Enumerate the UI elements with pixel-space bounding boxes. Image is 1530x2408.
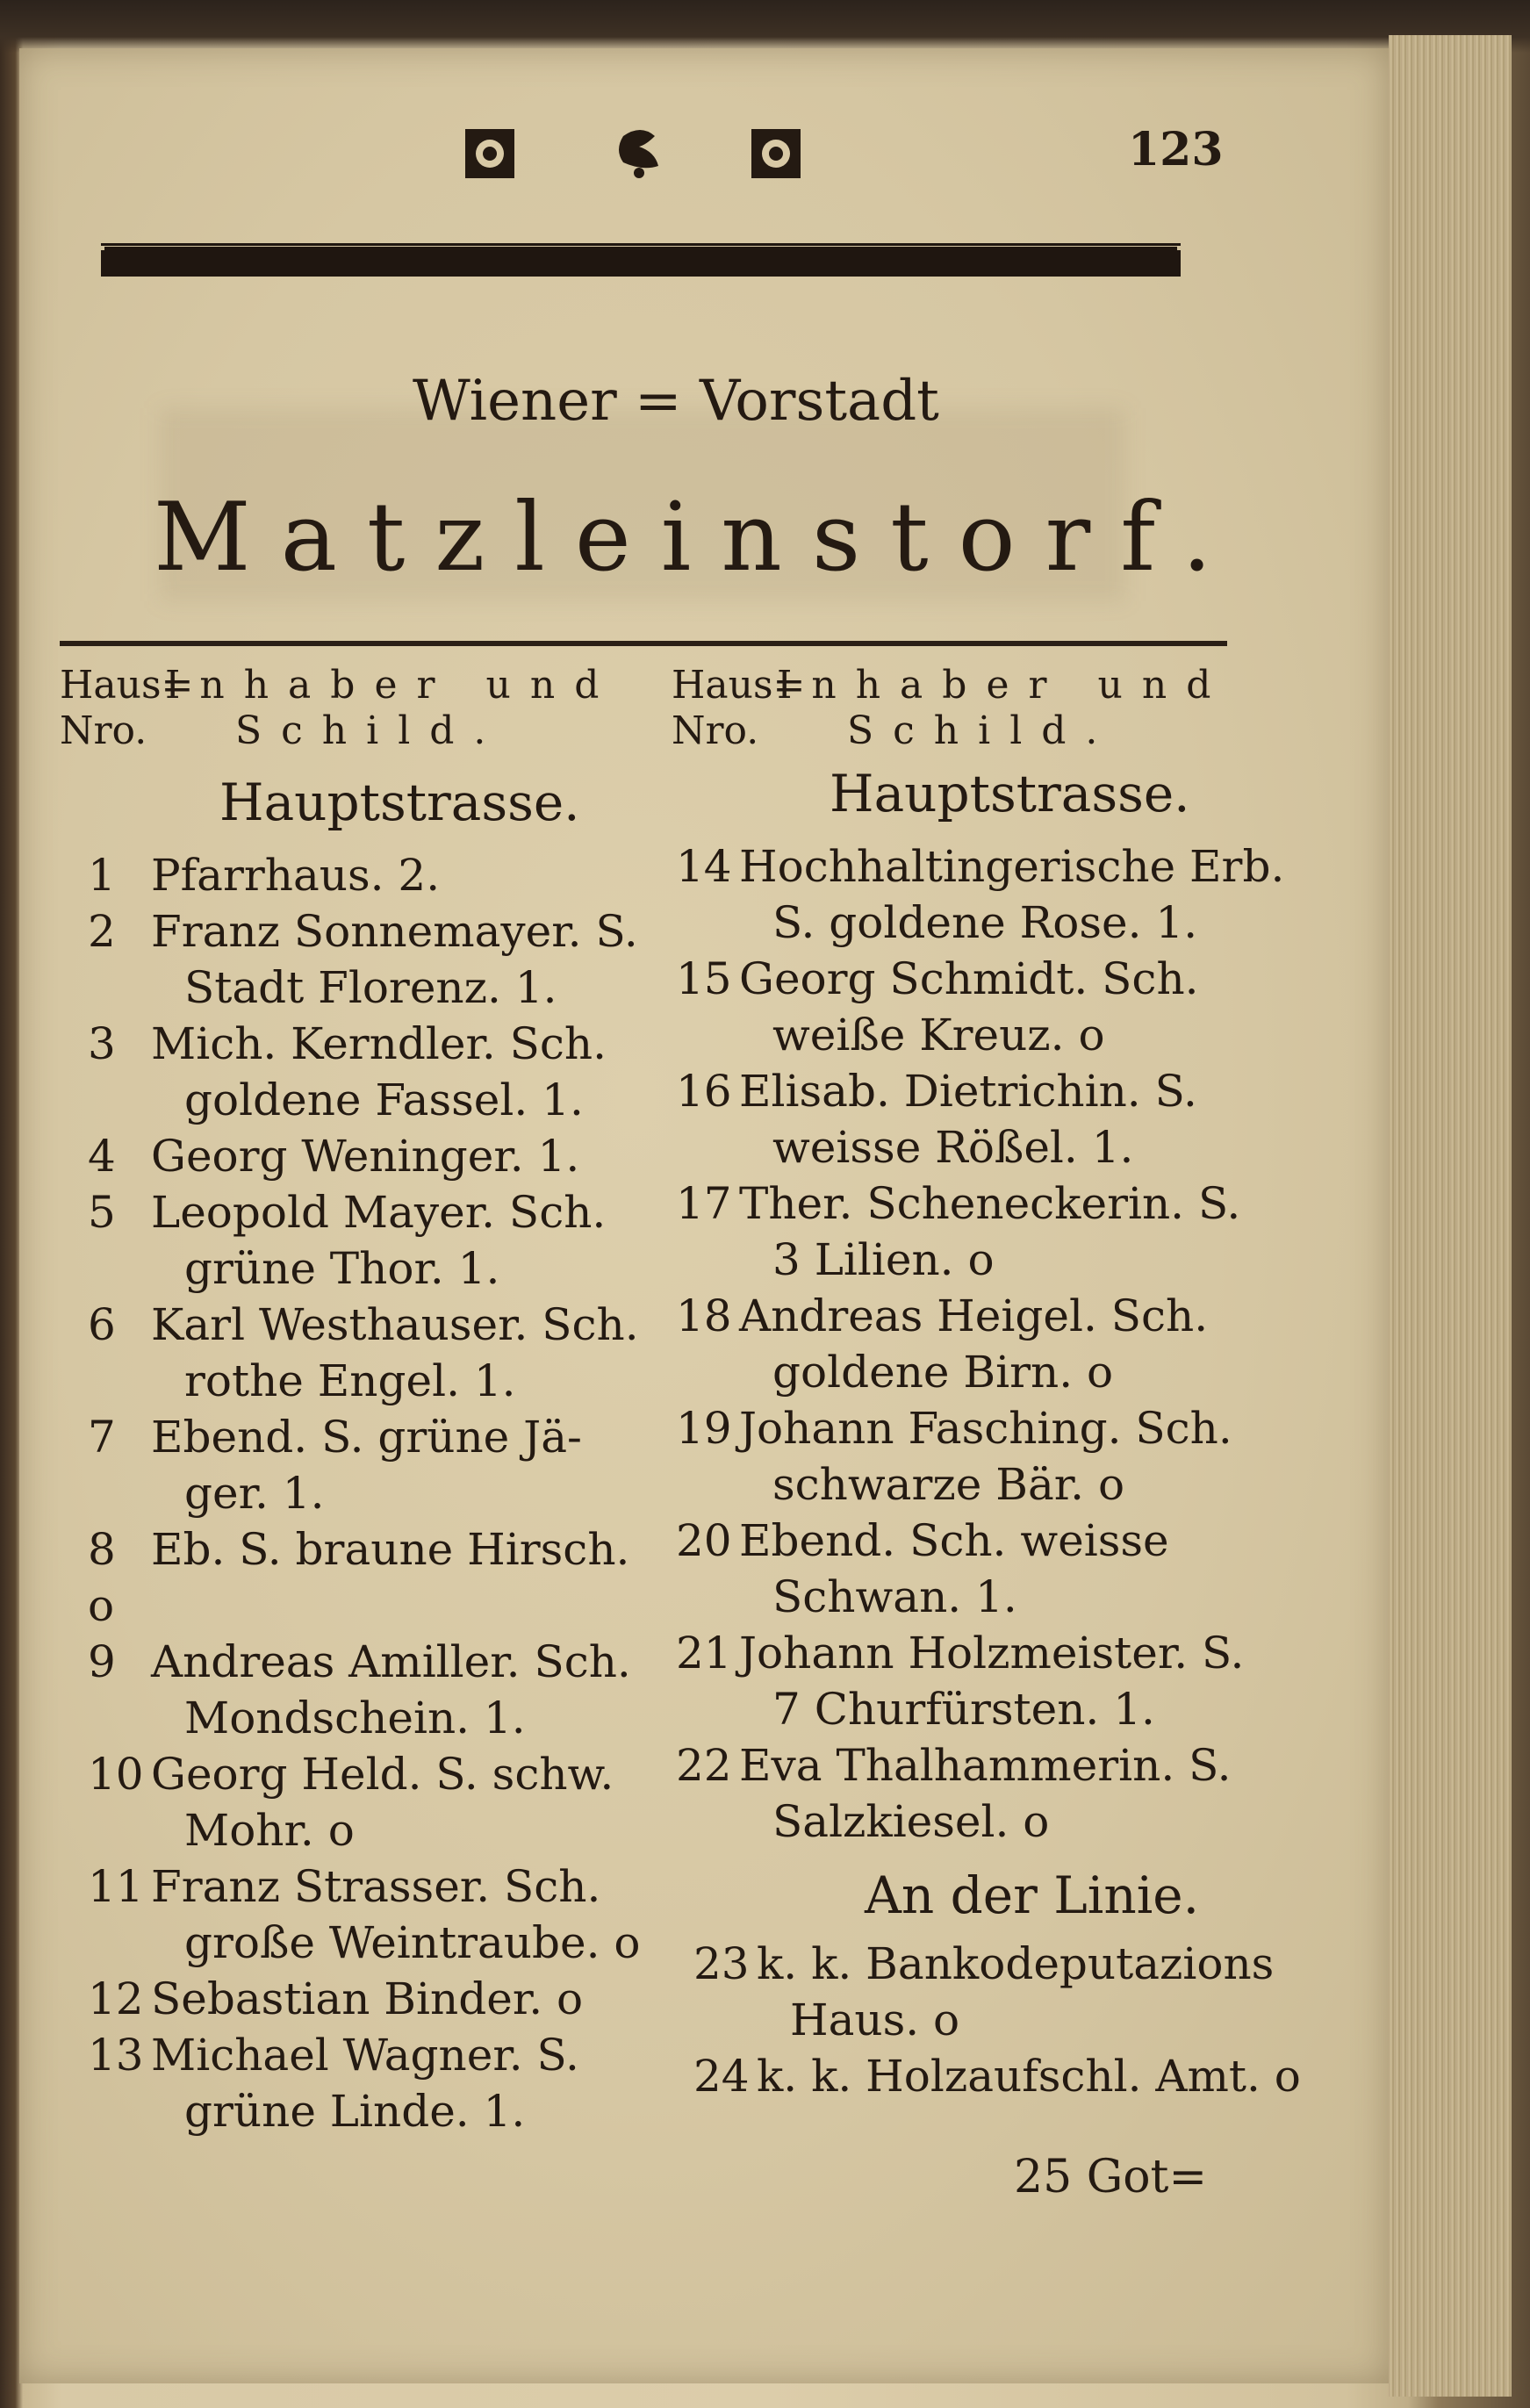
entry-text: Stadt Florenz. 1.	[184, 962, 557, 1013]
house-number: 16	[676, 1066, 732, 1117]
entry-text: weisse Rößel. 1.	[772, 1122, 1134, 1173]
entry-text: Karl Westhauser. Sch.	[151, 1299, 639, 1350]
house-number: 19	[676, 1403, 732, 1454]
house-number: 2	[88, 906, 116, 957]
entry-line	[88, 960, 667, 1016]
house-number: 6	[88, 1299, 116, 1350]
entry-text: S. goldene Rose. 1.	[772, 897, 1198, 948]
entry-text: große Weintraube. o	[184, 1917, 641, 1968]
house-number: 8	[88, 1524, 116, 1575]
inhaber-label: Inhaber und	[165, 663, 619, 708]
entry-text: Franz Sonnemayer. S.	[151, 906, 638, 957]
entry-text: Franz Strasser. Sch.	[151, 1861, 601, 1912]
entry-text: Mich. Kerndler. Sch.	[151, 1018, 607, 1069]
house-number: 9	[88, 1636, 116, 1687]
house-number: 1	[88, 850, 116, 901]
column-header-right	[672, 663, 1230, 754]
entry-text: Andreas Amiller. Sch.	[151, 1636, 631, 1687]
column-header-rule	[60, 641, 1227, 646]
entry-line	[88, 1858, 667, 1915]
entries-right	[676, 838, 1290, 1850]
section-heading-left: Hauptstrasse.	[219, 773, 580, 832]
entry-text: Georg Held. S. schw.	[151, 1749, 614, 1800]
nro-label: Nro.	[60, 708, 147, 753]
entry-text: Ebend. S. grüne Jä-	[151, 1412, 582, 1463]
entry-text: Eb. S. braune Hirsch. o	[88, 1524, 630, 1631]
entries-linie	[693, 1936, 1308, 2104]
entry-text: schwarze Bär. o	[772, 1459, 1125, 1510]
entry-line	[88, 1240, 667, 1297]
entry-line	[676, 1232, 1290, 1288]
inhaber-label: Inhaber und	[777, 663, 1231, 708]
entry-line	[693, 1992, 1308, 2048]
entry-line	[88, 2027, 667, 2083]
binding-top	[0, 0, 1530, 53]
entry-text: Johann Fasching. Sch.	[739, 1403, 1232, 1454]
entry-text: Michael Wagner. S.	[151, 2030, 579, 2081]
entry-line	[676, 1400, 1290, 1456]
entry-line	[676, 1569, 1290, 1625]
entry-text: Georg Schmidt. Sch.	[739, 953, 1199, 1004]
house-number: 23	[693, 1938, 750, 1989]
house-number: 11	[88, 1861, 144, 1912]
entry-text: k. k. Holzaufschl. Amt. o	[757, 2051, 1301, 2102]
entry-text: Johann Holzmeister. S.	[739, 1628, 1245, 1678]
house-number: 12	[88, 1973, 144, 2024]
entry-line	[88, 1521, 667, 1634]
entries-left	[88, 847, 667, 2139]
entry-text: Mohr. o	[184, 1805, 355, 1856]
ornament-right-icon	[751, 129, 801, 178]
entry-line	[88, 1128, 667, 1184]
entry-text: 3 Lilien. o	[772, 1234, 995, 1285]
entry-text: Haus. o	[790, 1995, 960, 2045]
entry-line	[693, 2048, 1308, 2104]
page-subtitle: Wiener = Vorstadt	[413, 369, 939, 434]
entry-line	[693, 1936, 1308, 1992]
ornament-center-icon	[619, 130, 658, 178]
entry-text: rothe Engel. 1.	[184, 1355, 516, 1406]
entry-line	[676, 1063, 1290, 1119]
house-number: 17	[676, 1178, 732, 1229]
entry-text: Ebend. Sch. weisse	[739, 1515, 1169, 1566]
entry-line	[88, 847, 667, 903]
entry-text: grüne Thor. 1.	[184, 1243, 500, 1294]
entry-text: Hochhaltingerische Erb.	[739, 841, 1285, 892]
section-heading-right: Hauptstrasse.	[830, 764, 1190, 823]
entry-line	[676, 838, 1290, 895]
entry-text: Andreas Heigel. Sch.	[739, 1290, 1209, 1341]
section-heading-linie: An der Linie.	[865, 1865, 1200, 1925]
entry-line	[676, 1793, 1290, 1850]
entry-line	[676, 1344, 1290, 1400]
page-edges	[1389, 35, 1512, 2397]
catchword: 25 Got=	[1014, 2151, 1208, 2203]
ornament-row	[456, 119, 825, 189]
entry-line	[676, 1456, 1290, 1513]
entry-line	[88, 1353, 667, 1409]
house-number: 4	[88, 1131, 116, 1182]
entry-text: Georg Weninger. 1.	[151, 1131, 580, 1182]
entry-line	[676, 1119, 1290, 1175]
page-number: 123	[1128, 123, 1224, 176]
nro-label: Nro.	[672, 708, 759, 753]
entry-text: weiße Kreuz. o	[772, 1010, 1105, 1060]
entry-line	[88, 1690, 667, 1746]
header-rule	[101, 250, 1181, 277]
entry-text: Schwan. 1.	[772, 1571, 1017, 1622]
house-number: 14	[676, 841, 732, 892]
house-number: 24	[693, 2051, 750, 2102]
entry-text: Elisab. Dietrichin. S.	[739, 1066, 1197, 1117]
house-number: 7	[88, 1412, 116, 1463]
haus-label: Haus=	[60, 663, 194, 708]
entry-line	[88, 1915, 667, 1971]
house-number: 20	[676, 1515, 732, 1566]
house-number: 3	[88, 1018, 116, 1069]
entry-line	[88, 1802, 667, 1858]
entry-line	[676, 1737, 1290, 1793]
entry-text: goldene Fassel. 1.	[184, 1075, 584, 1125]
entry-line	[88, 1297, 667, 1353]
schild-label: Schild.	[847, 708, 1117, 753]
entry-line	[676, 1175, 1290, 1232]
entry-line	[676, 1513, 1290, 1569]
entry-text: grüne Linde. 1.	[184, 2086, 526, 2137]
entry-line	[676, 895, 1290, 951]
house-number: 22	[676, 1740, 732, 1791]
house-number: 18	[676, 1290, 732, 1341]
entry-text: Sebastian Binder. o	[151, 1973, 584, 2024]
schild-label: Schild.	[235, 708, 506, 753]
entry-line	[88, 1409, 667, 1465]
entry-text: goldene Birn. o	[772, 1347, 1114, 1398]
house-number: 13	[88, 2030, 144, 2081]
entry-text: Leopold Mayer. Sch.	[151, 1187, 607, 1238]
entry-text: Mondschein. 1.	[184, 1693, 526, 1743]
house-number: 5	[88, 1187, 116, 1238]
ornament-left-icon	[465, 129, 514, 178]
entry-text: Ther. Scheneckerin. S.	[739, 1178, 1241, 1229]
entry-line	[88, 1016, 667, 1072]
entry-line	[88, 1072, 667, 1128]
entry-text: Pfarrhaus. 2.	[151, 850, 441, 901]
entry-line	[88, 2083, 667, 2139]
entry-line	[676, 1681, 1290, 1737]
entry-line	[88, 1746, 667, 1802]
house-number: 15	[676, 953, 732, 1004]
entry-line	[676, 951, 1290, 1007]
entry-line	[88, 1465, 667, 1521]
house-number: 21	[676, 1628, 732, 1678]
entry-text: Salzkiesel. o	[772, 1796, 1050, 1847]
entry-line	[88, 1971, 667, 2027]
entry-text: k. k. Bankodeputazions	[757, 1938, 1275, 1989]
house-number: 10	[88, 1749, 144, 1800]
entry-line	[676, 1625, 1290, 1681]
entry-text: 7 Churfürsten. 1.	[772, 1684, 1155, 1735]
entry-line	[676, 1288, 1290, 1344]
entry-line	[676, 1007, 1290, 1063]
entry-line	[88, 1634, 667, 1690]
entry-text: ger. 1.	[184, 1468, 325, 1519]
entry-text: Eva Thalhammerin. S.	[739, 1740, 1232, 1791]
haus-label: Haus=	[672, 663, 806, 708]
page-title: Matzleinstorf.	[154, 483, 1242, 593]
entry-line	[88, 1184, 667, 1240]
entry-line	[88, 903, 667, 960]
column-header-left	[60, 663, 618, 754]
